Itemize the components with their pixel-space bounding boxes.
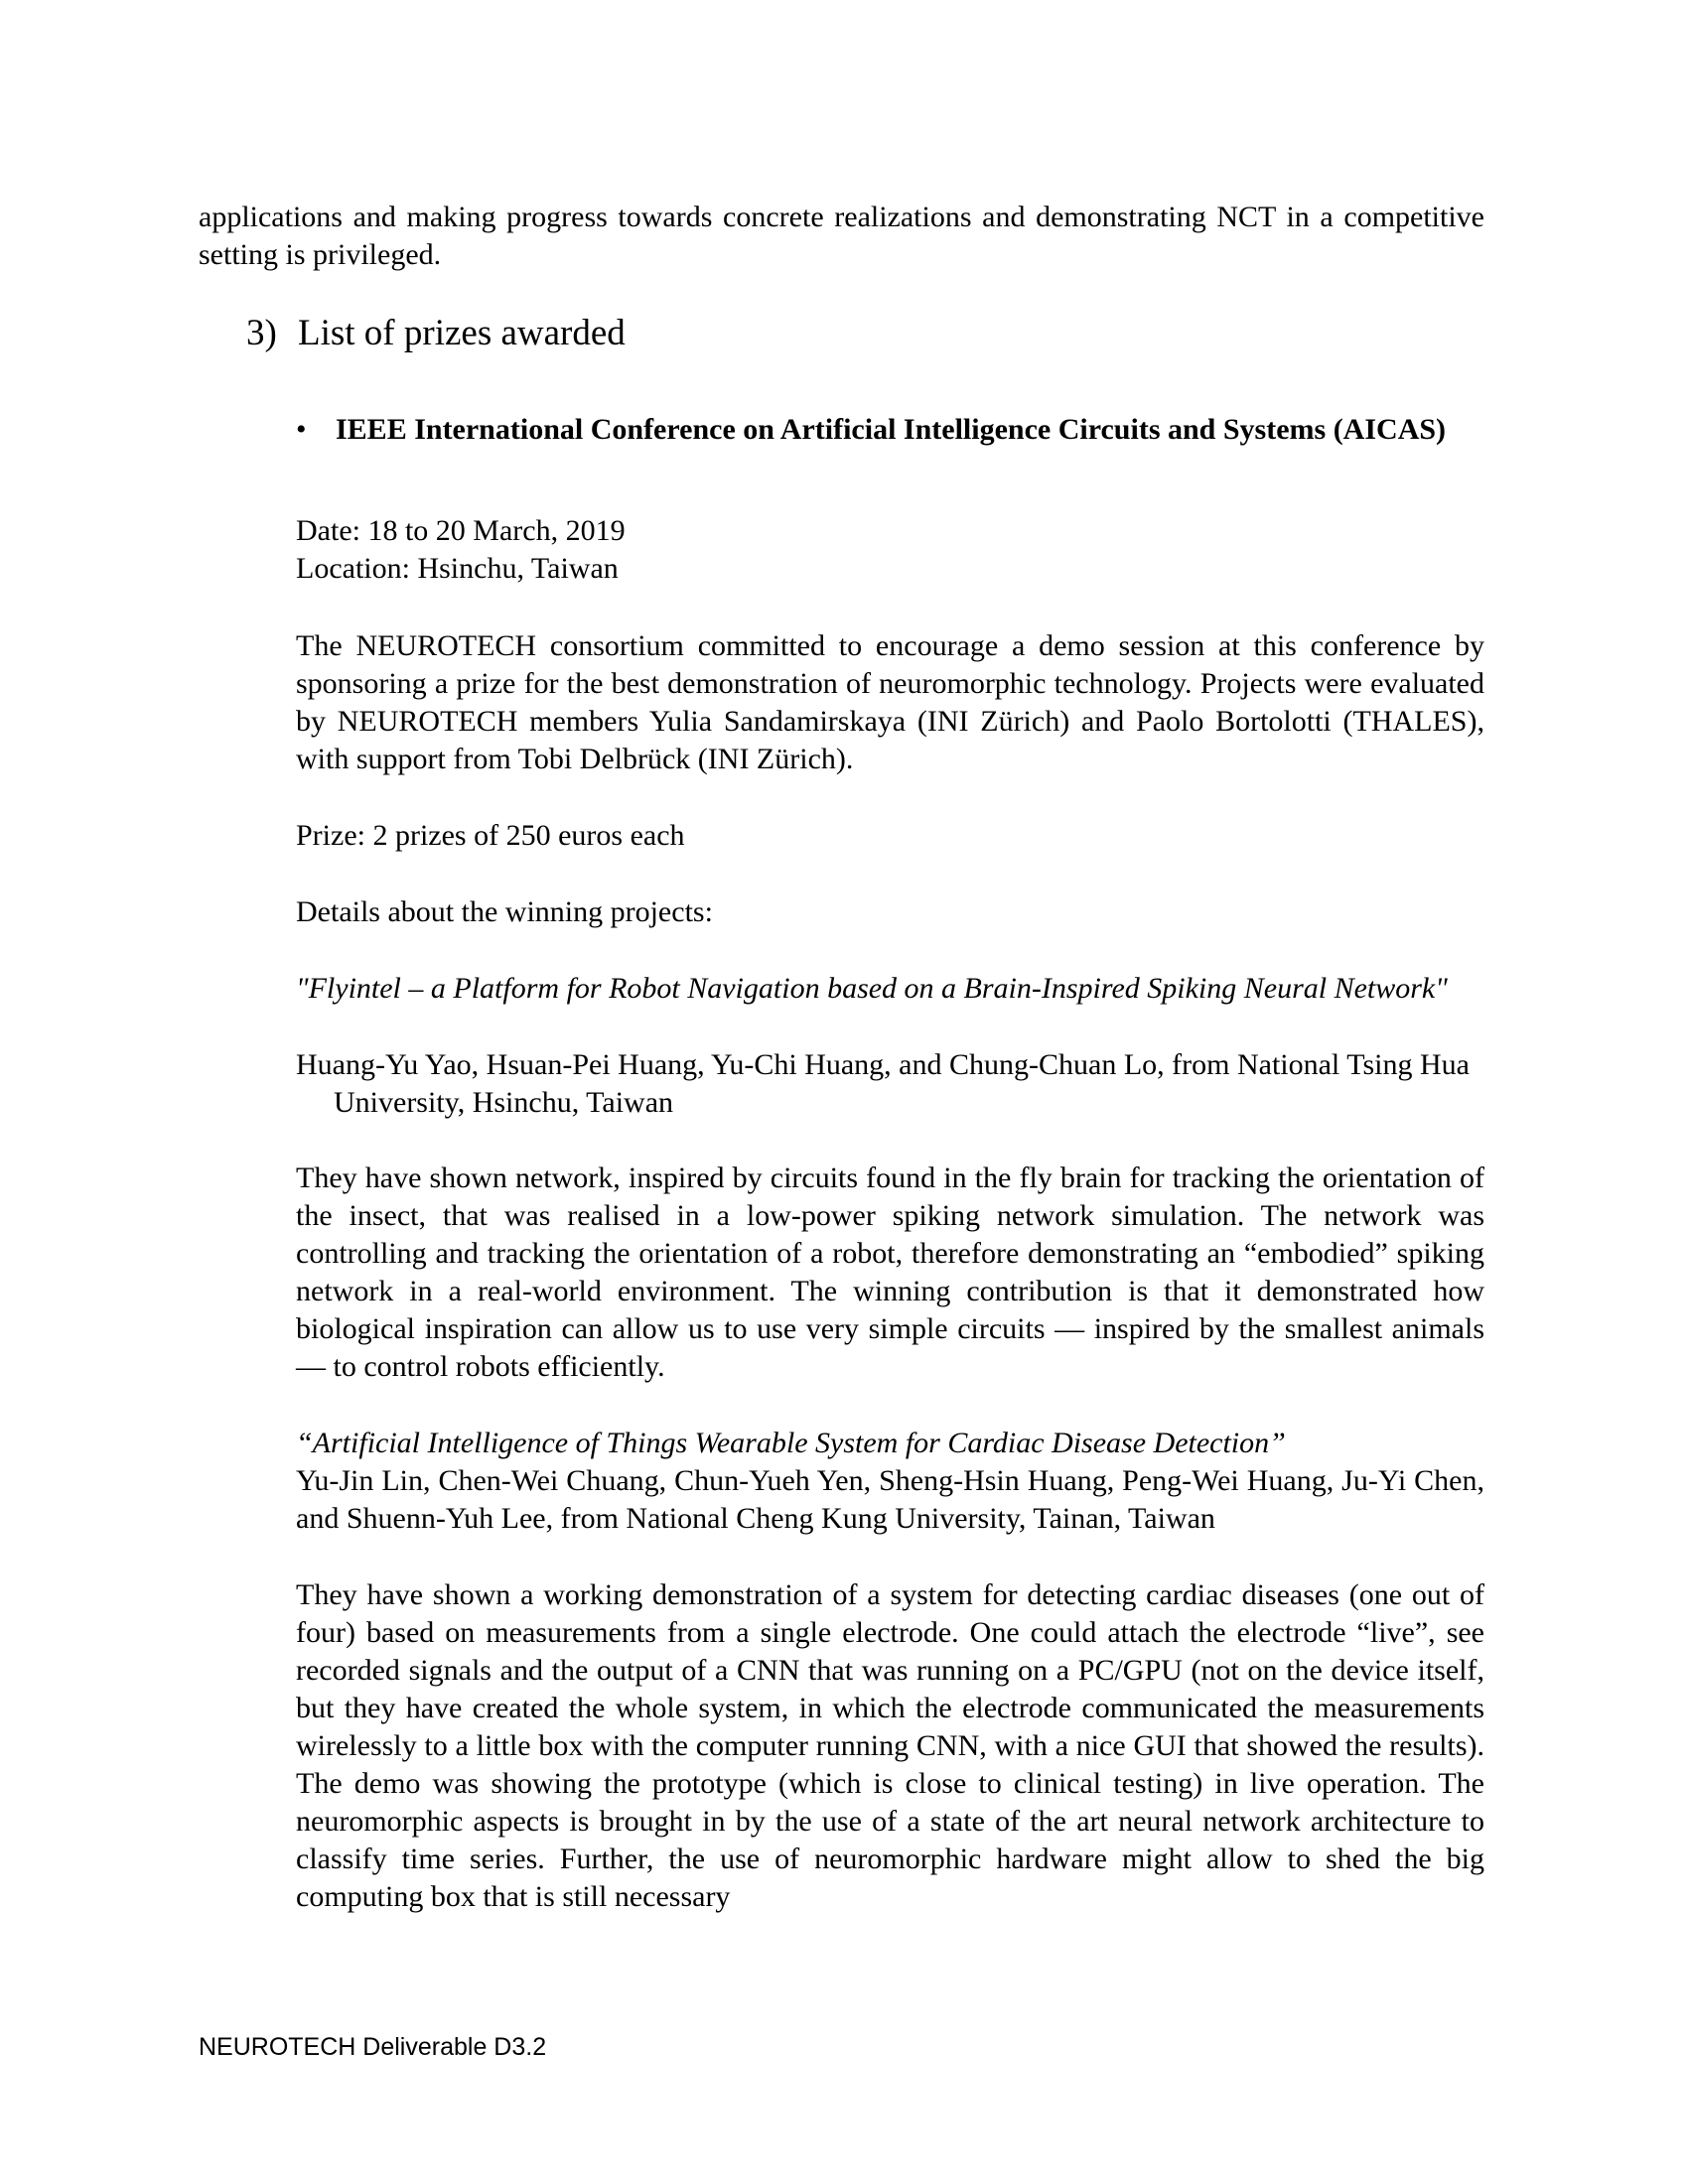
prize-line: Prize: 2 prizes of 250 euros each — [296, 819, 685, 852]
bullet-icon: • — [296, 413, 307, 446]
conference-location: Location: Hsinchu, Taiwan — [296, 552, 619, 585]
conference-date: Date: 18 to 20 March, 2019 — [296, 514, 626, 547]
details-intro: Details about the winning projects: — [296, 895, 713, 928]
consortium-paragraph: The NEUROTECH consortium committed to encourage a demo session at this conference by sponsoring a prize for the best demonstration of neuromorphic technology. Projects were evaluated by NEUROTECH members Yulia Sandamirskaya (INI Zürich) and Paolo Bortolotti (THALES), with support from Tobi Delbrück (INI Zürich). — [296, 629, 1484, 775]
project-description: They have shown a working demonstration of a system for detecting cardiac diseases (one out of four) based on measurements from a single electrode. One could attach the electrode “live”, see recorded signals and the output of a CNN that was running on a PC/GPU (not on the device itself, but they have created the whole system, in which the electrode communicated the measurements wirelessly to a little box with the computer running CNN, with a nice GUI that showed the results). The demo was showing the prototype (which is close to clinical testing) in live operation. The neuromorphic aspects is brought in by the use of a state of the art neural network architecture to classify time series. Further, the use of neuromorphic hardware might allow to shed the big computing box that is still necessary — [296, 1578, 1484, 1913]
date-location — [296, 512, 1484, 588]
project-title: "Flyintel – a Platform for Robot Navigation based on a Brain-Inspired Spiking Neural Network" — [296, 972, 1448, 1005]
intro-paragraph: applications and making progress towards concrete realizations and demonstrating NCT in a competitive setting is privileged. — [199, 201, 1484, 271]
section-number: 3) — [246, 313, 277, 353]
project-authors: Yu-Jin Lin, Chen-Wei Chuang, Chun-Yueh Yen, Sheng-Hsin Huang, Peng-Wei Huang, Ju-Yi Chen, and Shuenn-Yuh Lee, from National Cheng Kung University, Tainan, Taiwan — [296, 1464, 1484, 1535]
project-description: They have shown network, inspired by circuits found in the fly brain for tracking the orientation of the insect, that was realised in a low-power spiking network simulation. The network was controlling and tracking the orientation of a robot, therefore demonstrating an “embodied” spiking network in a real-world environment. The winning contribution is that it demonstrated how biological inspiration can allow us to use very simple circuits — inspired by the smallest animals — to control robots efficiently. — [296, 1161, 1484, 1383]
section-title: List of prizes awarded — [298, 313, 626, 353]
project-title: “Artificial Intelligence of Things Wearable System for Cardiac Disease Detection” — [296, 1427, 1286, 1459]
project-authors: Huang-Yu Yao, Hsuan-Pei Huang, Yu-Chi Huang, and Chung-Chuan Lo, from National Tsing Hua University, Hsinchu, Taiwan — [296, 1048, 1470, 1119]
conference-name: IEEE International Conference on Artificial Intelligence Circuits and Systems (AICAS) — [336, 413, 1447, 446]
section-heading — [246, 312, 626, 355]
conference-list-item — [296, 409, 1487, 450]
page-footer: NEUROTECH Deliverable D3.2 — [199, 2033, 547, 2061]
